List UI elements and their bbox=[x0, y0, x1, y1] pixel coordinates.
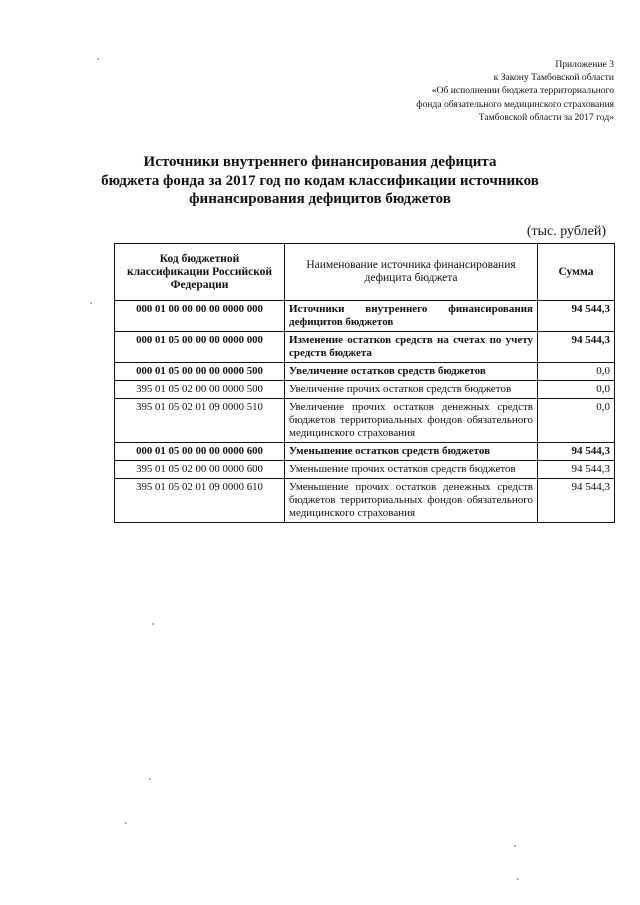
row-name: Увеличение прочих остатков денежных средств бюджетов территориальных фондов обязательного медицинского страхования bbox=[285, 399, 538, 443]
row-code: 395 01 05 02 00 00 0000 600 bbox=[115, 461, 285, 479]
appendix-line: к Закону Тамбовской области bbox=[493, 72, 614, 84]
row-code: 000 01 05 00 00 00 0000 000 bbox=[115, 332, 285, 363]
appendix-line: Приложение 3 bbox=[555, 59, 614, 70]
row-name: Увеличение остатков средств бюджетов bbox=[285, 363, 538, 381]
row-name: Уменьшение прочих остатков денежных средств бюджетов территориальных фондов обязательного медицинского страхования bbox=[285, 479, 538, 523]
scan-speck bbox=[152, 623, 154, 625]
table-header-row bbox=[115, 244, 615, 301]
header-sum: Сумма bbox=[538, 244, 615, 301]
sources-table bbox=[114, 243, 615, 523]
table-row bbox=[115, 301, 615, 332]
table-body bbox=[115, 301, 615, 523]
row-sum: 94 544,3 bbox=[538, 479, 615, 523]
scan-speck bbox=[514, 845, 516, 847]
row-code: 395 01 05 02 00 00 0000 500 bbox=[115, 381, 285, 399]
row-code: 000 01 00 00 00 00 0000 000 bbox=[115, 301, 285, 332]
row-sum: 0,0 bbox=[538, 363, 615, 381]
row-code: 000 01 05 00 00 00 0000 500 bbox=[115, 363, 285, 381]
row-name: Источники внутреннего финансирования дефицитов бюджетов bbox=[285, 301, 538, 332]
appendix-note bbox=[284, 58, 614, 124]
title-line: Источники внутреннего финансирования дефицита bbox=[143, 154, 497, 170]
scan-speck bbox=[125, 822, 127, 824]
row-sum: 94 544,3 bbox=[538, 443, 615, 461]
row-code: 395 01 05 02 01 09 0000 510 bbox=[115, 399, 285, 443]
header-name: Наименование источника финансирования дефицита бюджета bbox=[285, 244, 538, 301]
document-title bbox=[80, 153, 560, 209]
row-sum: 94 544,3 bbox=[538, 461, 615, 479]
table-row bbox=[115, 399, 615, 443]
scan-speck bbox=[149, 778, 151, 780]
table-row bbox=[115, 332, 615, 363]
scan-speck bbox=[90, 302, 92, 304]
row-sum: 0,0 bbox=[538, 381, 615, 399]
appendix-line: фонда обязательного медицинского страхования bbox=[416, 98, 614, 110]
header-code: Код бюджетной классификации Российской Федерации bbox=[115, 244, 285, 301]
table-row bbox=[115, 479, 615, 523]
row-name: Уменьшение остатков средств бюджетов bbox=[285, 443, 538, 461]
row-name: Увеличение прочих остатков средств бюджетов bbox=[285, 381, 538, 399]
units-label: (тыс. рублей) bbox=[526, 224, 606, 239]
table-row bbox=[115, 363, 615, 381]
row-code: 395 01 05 02 01 09 0000 610 bbox=[115, 479, 285, 523]
appendix-line: Тамбовской области за 2017 год» bbox=[478, 111, 614, 123]
row-name: Уменьшение прочих остатков средств бюджетов bbox=[285, 461, 538, 479]
table-row bbox=[115, 461, 615, 479]
appendix-line: «Об исполнении бюджета территориального bbox=[431, 85, 614, 97]
title-line: финансирования дефицитов бюджетов bbox=[189, 191, 451, 207]
scan-speck bbox=[517, 878, 519, 880]
row-code: 000 01 05 00 00 00 0000 600 bbox=[115, 443, 285, 461]
title-line: бюджета фонда за 2017 год по кодам классификации источников bbox=[101, 172, 539, 189]
table-row bbox=[115, 443, 615, 461]
scan-speck bbox=[97, 58, 99, 60]
row-sum: 94 544,3 bbox=[538, 332, 615, 363]
row-sum: 94 544,3 bbox=[538, 301, 615, 332]
row-name: Изменение остатков средств на счетах по учету средств бюджета bbox=[285, 332, 538, 363]
table-row bbox=[115, 381, 615, 399]
row-sum: 0,0 bbox=[538, 399, 615, 443]
